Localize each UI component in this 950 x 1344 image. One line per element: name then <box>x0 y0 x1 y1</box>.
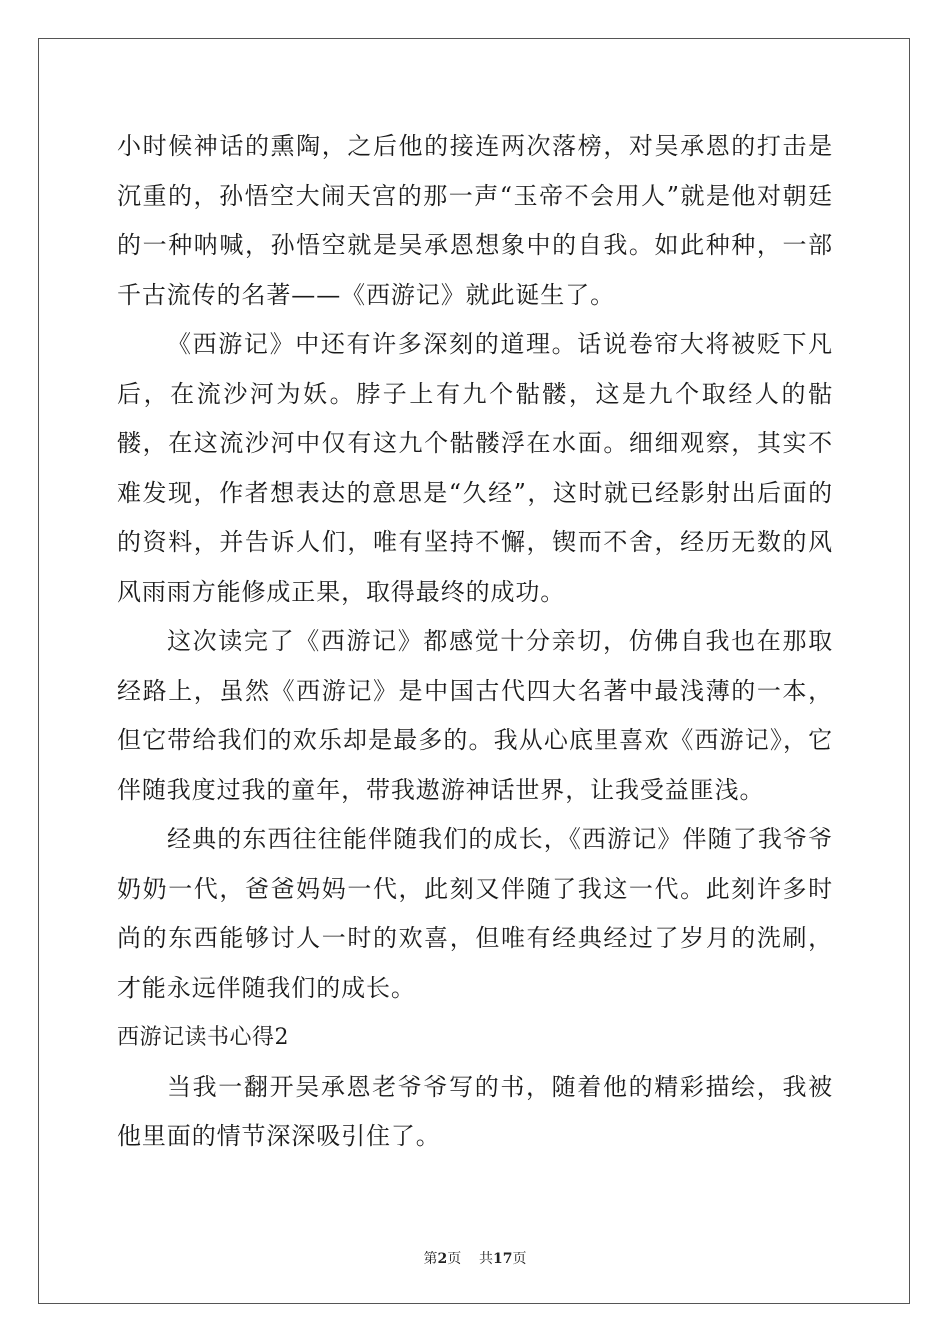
paragraph-4: 经典的东西往往能伴随我们的成长，《西游记》伴随了我爷爷奶奶一代，爸爸妈妈一代，此刻又伴随了我这一代。此刻许多时尚的东西能够讨人一时的欢喜，但唯有经典经过了岁月的洗刷，才能永远伴随我们的成长。 <box>117 825 833 1002</box>
footer-page-prefix: 第 <box>423 1251 438 1267</box>
section-heading: 西游记读书心得2 <box>117 1025 289 1050</box>
footer-page-number: 2 <box>437 1251 448 1267</box>
footer-page-suffix: 页 <box>447 1251 462 1267</box>
paragraph-1: 小时候神话的熏陶，之后他的接连两次落榜，对吴承恩的打击是沉重的，孙悟空大闹天宫的那一声“玉帝不会用人”就是他对朝廷的一种呐喊，孙悟空就是吴承恩想象中的自我。如此种种，一部千古流传的名著——《西游记》就此诞生了。 <box>117 132 833 309</box>
paragraph-2: 《西游记》中还有许多深刻的道理。话说卷帘大将被贬下凡后，在流沙河为妖。脖子上有九个骷髅，这是九个取经人的骷髅，在这流沙河中仅有这九个骷髅浮在水面。细细观察，其实不难发现，作者想表达的意思是“久经”，这时就已经影射出后面的的资料，并告诉人们，唯有坚持不懈，锲而不舍，经历无数的风风雨雨方能修成正果，取得最终的成功。 <box>117 330 833 606</box>
paragraph-5: 当我一翻开吴承恩老爷爷写的书，随着他的精彩描绘，我被他里面的情节深深吸引住了。 <box>117 1072 833 1150</box>
footer-total-pages: 17 <box>493 1251 513 1267</box>
page-footer <box>0 1248 950 1268</box>
document-body <box>117 122 833 1162</box>
footer-total-prefix: 共 <box>479 1251 494 1267</box>
footer-total-suffix: 页 <box>512 1251 527 1267</box>
paragraph-3: 这次读完了《西游记》都感觉十分亲切，仿佛自我也在那取经路上，虽然《西游记》是中国古代四大名著中最浅薄的一本，但它带给我们的欢乐却是最多的。我从心底里喜欢《西游记》，它伴随我度过我的童年，带我遨游神话世界，让我受益匪浅。 <box>117 627 833 804</box>
